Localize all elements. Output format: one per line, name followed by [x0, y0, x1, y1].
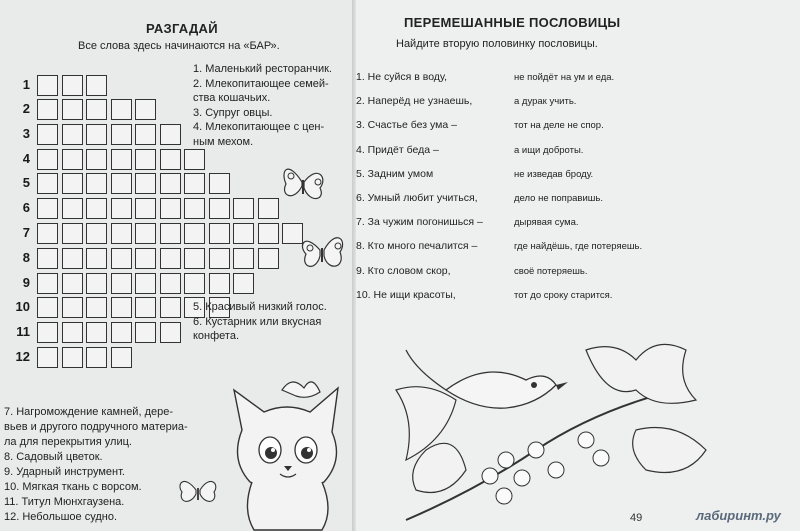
proverb-first-half: 8. Кто много печалится –: [356, 240, 478, 253]
crossword-cell[interactable]: [258, 198, 279, 219]
crossword-cell[interactable]: [160, 223, 181, 244]
crossword-cell[interactable]: [135, 173, 156, 194]
crossword-cell[interactable]: [86, 297, 107, 318]
crossword-cell[interactable]: [135, 322, 156, 343]
row-number: 4: [22, 151, 30, 166]
crossword-title: РАЗГАДАЙ: [146, 21, 218, 36]
crossword-cell[interactable]: [111, 322, 132, 343]
crossword-cell[interactable]: [233, 248, 254, 269]
crossword-cell[interactable]: [62, 99, 83, 120]
proverb-first-half: 6. Умный любит учиться,: [356, 192, 478, 204]
crossword-cell[interactable]: [111, 149, 132, 170]
left-page: [0, 0, 368, 531]
crossword-cell[interactable]: [86, 347, 107, 368]
crossword-cell[interactable]: [233, 223, 254, 244]
crossword-cell[interactable]: [62, 322, 83, 343]
crossword-cell[interactable]: [135, 99, 156, 120]
crossword-cell[interactable]: [86, 248, 107, 269]
crossword-cell[interactable]: [135, 149, 156, 170]
crossword-cell[interactable]: [86, 273, 107, 294]
crossword-cell[interactable]: [37, 273, 58, 294]
proverb-second-half: своё потеряешь.: [514, 265, 588, 277]
crossword-cell[interactable]: [62, 223, 83, 244]
clue-line: 5. Красивый низкий голос.: [193, 301, 327, 313]
crossword-cell[interactable]: [111, 99, 132, 120]
crossword-cell[interactable]: [37, 248, 58, 269]
crossword-cell[interactable]: [37, 99, 58, 120]
clue-line: 11. Титул Мюнхгаузена.: [4, 496, 125, 508]
proverb-first-half: 5. Задним умом: [356, 167, 434, 180]
kitten-illustration: [212, 370, 362, 531]
crossword-cell[interactable]: [37, 75, 58, 96]
crossword-cell[interactable]: [160, 173, 181, 194]
clue-line: конфета.: [193, 330, 240, 342]
crossword-cell[interactable]: [62, 124, 83, 145]
row-number: 10: [15, 299, 30, 314]
crossword-cell[interactable]: [209, 248, 230, 269]
crossword-cell[interactable]: [37, 124, 58, 145]
crossword-cell[interactable]: [86, 124, 107, 145]
crossword-cell[interactable]: [258, 223, 279, 244]
crossword-cell[interactable]: [184, 198, 205, 219]
crossword-cell[interactable]: [111, 198, 132, 219]
row-number: 12: [15, 349, 30, 364]
crossword-cell[interactable]: [209, 173, 230, 194]
proverb-second-half: дырявая сума.: [514, 217, 579, 229]
crossword-cell[interactable]: [37, 347, 58, 368]
clue-line: 2. Млекопитающее семей-: [193, 77, 329, 90]
crossword-cell[interactable]: [86, 149, 107, 170]
crossword-cell[interactable]: [135, 248, 156, 269]
crossword-cell[interactable]: [135, 124, 156, 145]
crossword-cell[interactable]: [160, 124, 181, 145]
butterfly-icon: [278, 152, 328, 212]
crossword-cell[interactable]: [37, 297, 58, 318]
clue-line: 6. Кустарник или вкусная: [193, 315, 322, 328]
crossword-cell[interactable]: [62, 347, 83, 368]
proverb-second-half: не пойдёт на ум и еда.: [514, 72, 615, 83]
crossword-cell[interactable]: [160, 149, 181, 170]
clue-line: 7. Нагромождение камней, дере-: [4, 406, 174, 418]
crossword-cell[interactable]: [135, 198, 156, 219]
crossword-cell[interactable]: [86, 99, 107, 120]
crossword-cell[interactable]: [37, 173, 58, 194]
crossword-cell[interactable]: [86, 173, 107, 194]
crossword-cell[interactable]: [62, 173, 83, 194]
crossword-cell[interactable]: [111, 173, 132, 194]
crossword-cell[interactable]: [62, 273, 83, 294]
proverb-first-half: 9. Кто словом скор,: [356, 264, 451, 277]
crossword-cell[interactable]: [62, 248, 83, 269]
clue-line: 9. Ударный инструмент.: [4, 466, 125, 478]
crossword-cell[interactable]: [209, 273, 230, 294]
crossword-cell[interactable]: [160, 198, 181, 219]
crossword-cell[interactable]: [111, 124, 132, 145]
butterfly-icon: [176, 470, 220, 510]
crossword-cell[interactable]: [62, 297, 83, 318]
clue-line: 12. Небольшое судно.: [4, 511, 118, 523]
proverb-first-half: 3. Счастье без ума –: [356, 119, 457, 132]
crossword-cell[interactable]: [62, 75, 83, 96]
proverb-second-half: а дурак учить.: [514, 96, 577, 108]
crossword-cell[interactable]: [37, 198, 58, 219]
crossword-cell[interactable]: [184, 248, 205, 269]
crossword-cell[interactable]: [111, 223, 132, 244]
crossword-cell[interactable]: [86, 75, 107, 96]
crossword-cell[interactable]: [233, 198, 254, 219]
proverb-second-half: дело не поправишь.: [514, 193, 603, 204]
crossword-cell[interactable]: [160, 322, 181, 343]
crossword-cell[interactable]: [111, 248, 132, 269]
row-number: 5: [22, 175, 30, 190]
crossword-cell[interactable]: [160, 273, 181, 294]
crossword-cell[interactable]: [86, 198, 107, 219]
clue-line: 8. Садовый цветок.: [4, 451, 103, 463]
proverbs-subtitle: Найдите вторую половинку пословицы.: [396, 38, 598, 50]
crossword-cell[interactable]: [184, 223, 205, 244]
watermark-logo: лабиринт.ру: [696, 508, 781, 523]
clue-line: ла для перекрытия улиц.: [4, 436, 132, 448]
crossword-cell[interactable]: [135, 273, 156, 294]
row-number: 7: [22, 225, 30, 240]
page-number: 49: [630, 512, 643, 524]
proverb-first-half: 4. Придёт беда –: [356, 143, 439, 156]
row-number: 11: [16, 324, 30, 339]
bird-on-branch-illustration: [386, 330, 746, 531]
crossword-cell[interactable]: [111, 297, 132, 318]
right-page: [356, 0, 800, 531]
crossword-cell[interactable]: [37, 322, 58, 343]
crossword-cell[interactable]: [184, 273, 205, 294]
proverbs-title: ПЕРЕМЕШАННЫЕ ПОСЛОВИЦЫ: [404, 15, 621, 30]
crossword-subtitle: Все слова здесь начинаются на «БАР».: [78, 40, 280, 52]
crossword-cell[interactable]: [86, 322, 107, 343]
crossword-cell[interactable]: [86, 223, 107, 244]
proverb-second-half: тот до сроку старится.: [514, 289, 613, 301]
proverb-first-half: 1. Не суйся в воду,: [356, 71, 448, 83]
clue-line: 4. Млекопитающее с цен-: [193, 121, 325, 133]
crossword-cell[interactable]: [160, 248, 181, 269]
clue-line: ства кошачьих.: [193, 92, 271, 104]
crossword-cell[interactable]: [111, 273, 132, 294]
crossword-cell[interactable]: [233, 273, 254, 294]
proverb-first-half: 7. За чужим погонишься –: [356, 216, 483, 229]
crossword-cell[interactable]: [111, 347, 132, 368]
crossword-cell[interactable]: [184, 173, 205, 194]
row-number: 1: [22, 77, 30, 92]
proverb-second-half: не изведав броду.: [514, 168, 594, 180]
proverb-second-half: где найдёшь, где потеряешь.: [514, 241, 643, 253]
proverb-second-half: а ищи доброты.: [514, 144, 584, 156]
proverb-first-half: 2. Наперёд не узнаешь,: [356, 95, 473, 108]
clue-line: 3. Супруг овцы.: [193, 106, 273, 119]
proverb-first-half: 10. Не ищи красоты,: [356, 288, 456, 301]
row-number: 8: [22, 250, 30, 265]
crossword-cell[interactable]: [37, 149, 58, 170]
crossword-cell[interactable]: [62, 198, 83, 219]
clue-line: 1. Маленький ресторанчик.: [193, 63, 332, 75]
row-number: 3: [22, 126, 30, 141]
crossword-cell[interactable]: [62, 149, 83, 170]
crossword-cell[interactable]: [209, 223, 230, 244]
row-number: 9: [22, 275, 30, 290]
crossword-cell[interactable]: [135, 223, 156, 244]
row-number: 6: [22, 200, 30, 215]
clue-line: 10. Мягкая ткань с ворсом.: [4, 481, 142, 493]
row-number: 2: [22, 101, 30, 116]
crossword-cell[interactable]: [160, 297, 181, 318]
butterfly-icon: [298, 222, 348, 282]
crossword-cell[interactable]: [258, 248, 279, 269]
crossword-cell[interactable]: [209, 198, 230, 219]
crossword-cell[interactable]: [37, 223, 58, 244]
clue-line: вьев и другого подручного материа-: [4, 421, 188, 433]
proverb-second-half: тот на деле не спор.: [514, 120, 604, 132]
clue-line: ным мехом.: [193, 135, 254, 148]
crossword-cell[interactable]: [135, 297, 156, 318]
crossword-cell[interactable]: [184, 149, 205, 170]
